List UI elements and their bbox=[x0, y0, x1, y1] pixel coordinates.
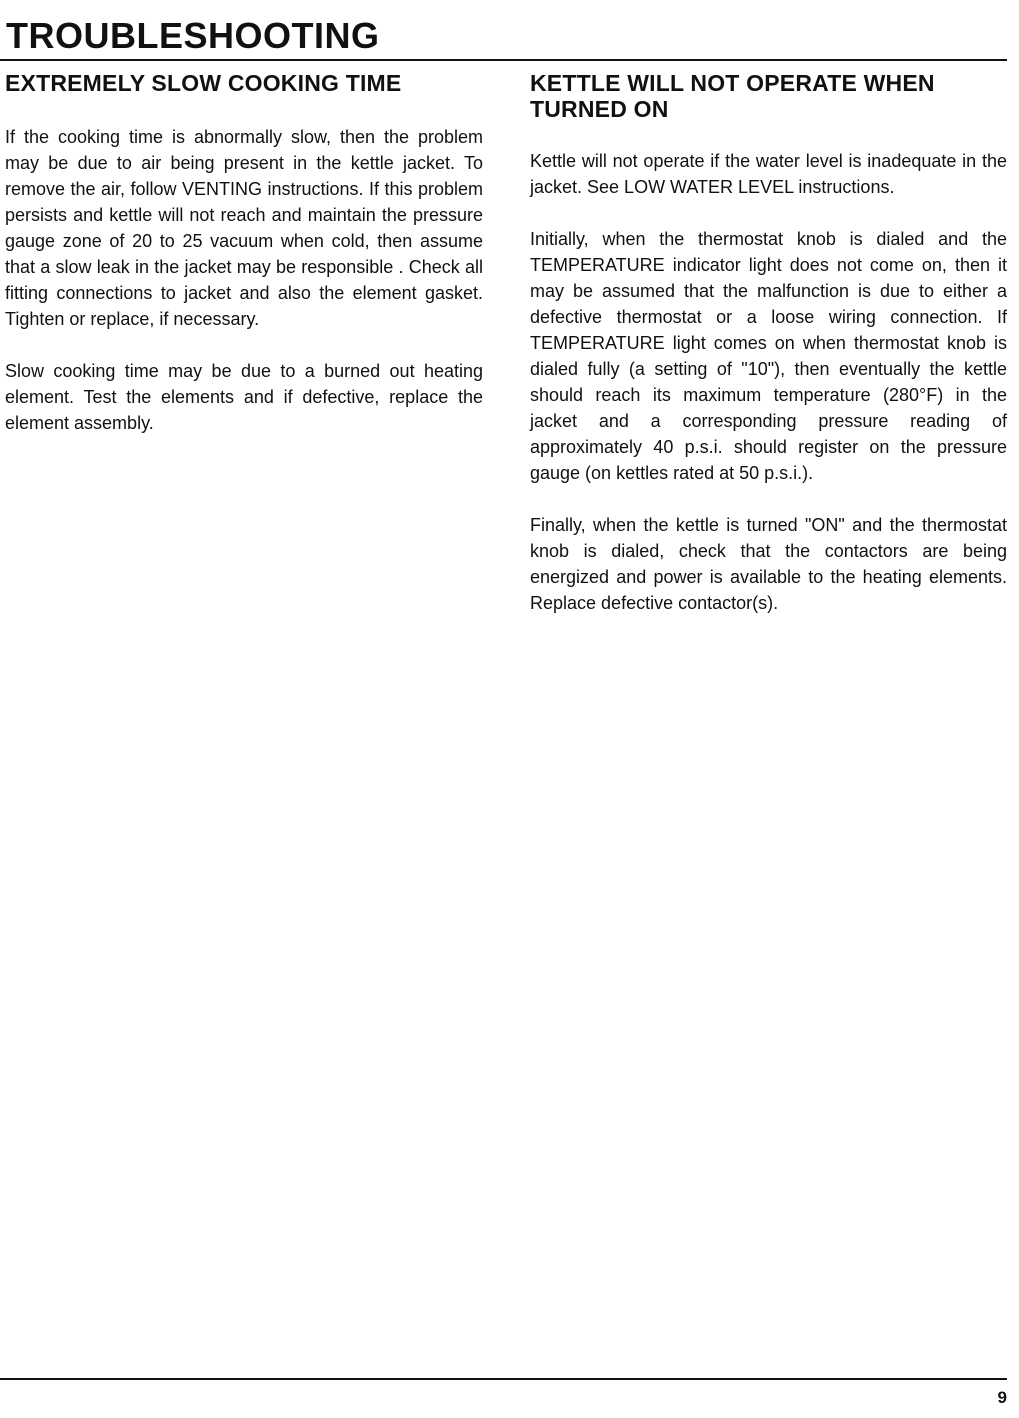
section-heading-kettle-not-operate: KETTLE WILL NOT OPERATE WHEN TURNED ON bbox=[530, 70, 935, 122]
footer-divider bbox=[0, 1378, 1007, 1380]
left-column bbox=[5, 70, 483, 462]
paragraph-contactors: Finally, when the kettle is turned "ON" and the thermostat knob is dialed, check that the contactors are being energized and power is available to the heating elements. Replace defective contactor(s). bbox=[530, 515, 1007, 613]
paragraph-slow-cooking-element: Slow cooking time may be due to a burned out heating element. Test the elements and if defective, replace the element assembly. bbox=[5, 361, 483, 433]
page-title: TROUBLESHOOTING bbox=[6, 15, 380, 56]
right-column bbox=[530, 70, 1007, 642]
paragraph-thermostat: Initially, when the thermostat knob is dialed and the TEMPERATURE indicator light does not come on, then it may be assumed that the malfunction is due to either a defective thermostat or a loose wiring connection. If TEMPERATURE light comes on when thermostat knob is dialed fully (a setting of "10"), then eventually the kettle should reach its maximum temperature (280°F) in the jacket and a corresponding pressure reading of approximately 40 p.s.i. should register on the pressure gauge (on kettles rated at 50 p.s.i.). bbox=[530, 229, 1007, 483]
section-heading-slow-cooking: EXTREMELY SLOW COOKING TIME bbox=[5, 70, 402, 96]
paragraph-slow-cooking-air: If the cooking time is abnormally slow, then the problem may be due to air being present in the kettle jacket. To remove the air, follow VENTING instructions. If this problem persists and kettle will not reach and maintain the pressure gauge zone of 20 to 25 vacuum when cold, then assume that a slow leak in the jacket may be responsible . Check all fitting connections to jacket and also the element gasket. Tighten or replace, if necessary. bbox=[5, 127, 483, 329]
title-divider bbox=[0, 59, 1007, 61]
page-number: 9 bbox=[997, 1388, 1007, 1407]
paragraph-water-level: Kettle will not operate if the water level is inadequate in the jacket. See LOW WATER LEVEL instructions. bbox=[530, 151, 1007, 197]
